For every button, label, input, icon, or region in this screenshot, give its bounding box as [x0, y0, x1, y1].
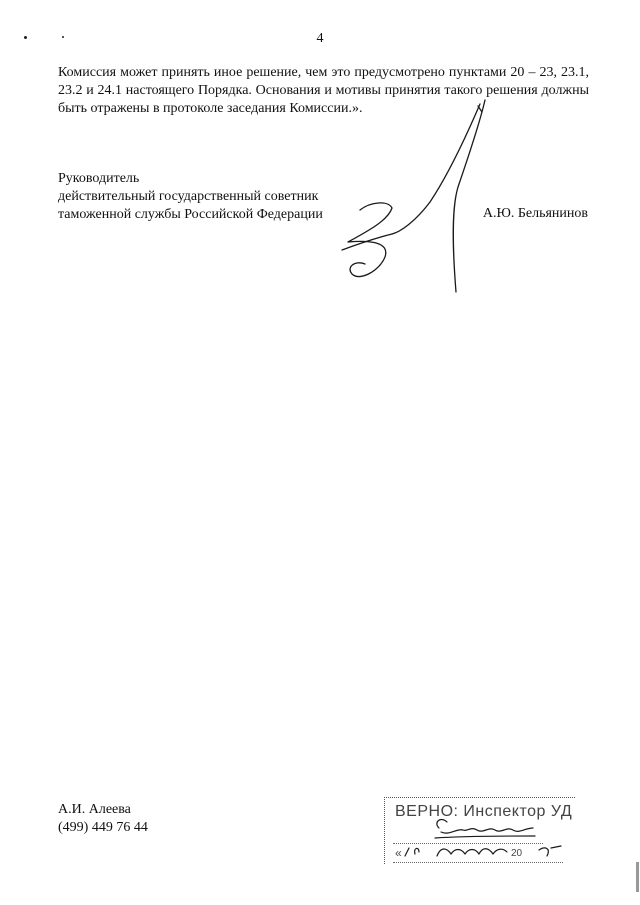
contact-info: [58, 801, 148, 837]
stamp-year: 20: [511, 848, 523, 859]
body-paragraph: Комиссия может принять иное решение, чем это предусмотрено пунктами 20 – 23, 23.1, 23.2 и 24.1 настоящего Порядка. Основания и мотивы принятия такого решения должны быть отражены в протоколе заседания Комиссии.».: [58, 65, 589, 116]
certification-stamp: [384, 797, 575, 864]
handwritten-signature: [330, 92, 490, 302]
stamp-quote: «: [395, 846, 402, 860]
handwritten-annotation: [385, 798, 575, 864]
signer-title-line-1: Руководитель: [58, 171, 140, 186]
stamp-text: ВЕРНО: Инспектор УД: [395, 803, 573, 820]
signer-name: А.Ю. Бельянинов: [482, 206, 588, 221]
page-number: 4: [316, 31, 324, 46]
signature-block: [58, 170, 323, 224]
contact-phone: (499) 449 76 44: [58, 820, 148, 835]
signer-title-line-2: действительный государственный советник: [58, 189, 319, 204]
scan-edge-mark: [636, 862, 639, 892]
signer-title-line-3: таможенной службы Российской Федерации: [58, 207, 323, 222]
contact-name: А.И. Алеева: [58, 802, 131, 817]
